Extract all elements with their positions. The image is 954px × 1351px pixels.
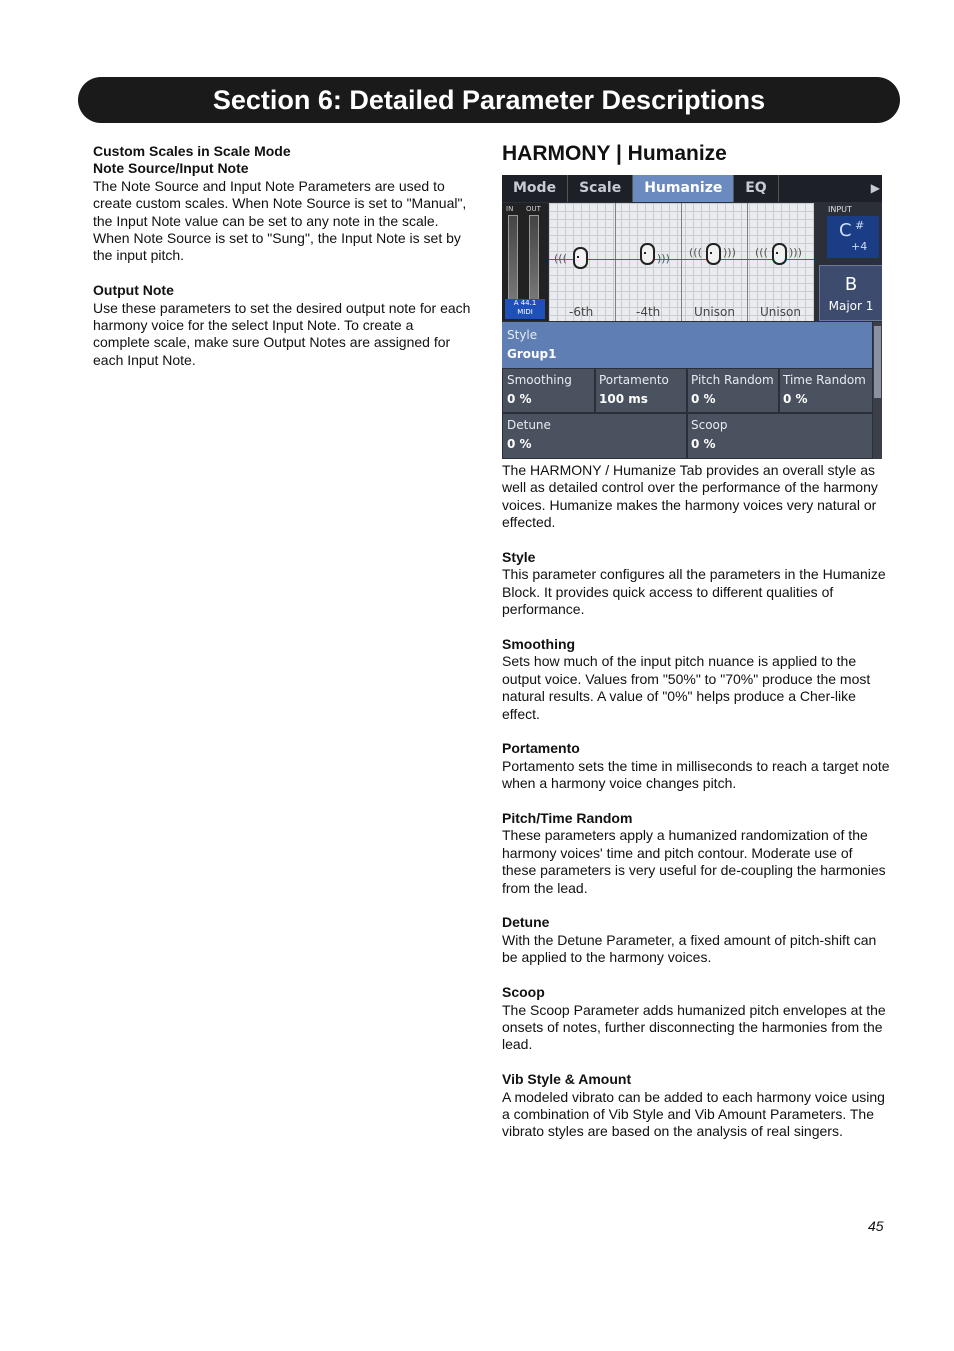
section-body: A modeled vibrato can be added to each harmony voice using a combination of Vib Style and Vib Amount Parameters. The vibrato styles are based on the analysis of real singers. — [502, 1088, 885, 1140]
section-heading: Smoothing — [502, 636, 576, 653]
section-heading: Detune — [502, 914, 550, 931]
play-arrow-icon[interactable]: ▶ — [870, 181, 880, 195]
humanize-device-ui — [502, 175, 882, 459]
pitch-random-param[interactable] — [687, 368, 779, 413]
in-label: IN — [506, 205, 514, 213]
harmony-humanize-title: HARMONY | Humanize — [502, 142, 727, 165]
out-label: OUT — [526, 205, 541, 213]
pitch-time-random-section — [502, 810, 890, 897]
key-scale-display[interactable] — [819, 265, 882, 321]
input-note-accidental: # — [855, 219, 865, 232]
page-title: Section 6: Detailed Parameter Descriptions — [212, 84, 766, 115]
sound-wave-icon: ((( — [755, 246, 768, 259]
tab-humanize[interactable]: Humanize — [633, 175, 734, 202]
section-body: Use these parameters to set the desired output note for each harmony voice for the select Input Note. To create a complete scale, make sure Output Notes are assigned for each Input Note. — [93, 299, 471, 368]
style-param[interactable] — [502, 322, 872, 368]
sound-wave-icon: ((( — [689, 246, 702, 259]
portamento-param[interactable] — [595, 368, 687, 413]
section-body: The Note Source and Input Note Parameters are used to create custom scales. When Note Source is set to "Manual", the Input Note value can be set to any note in the scale. When Note Source is set to "Sung", the Input Note is set by the input pitch. — [93, 177, 467, 264]
custom-scales-section — [93, 143, 473, 265]
level-meters — [502, 203, 548, 321]
singer-face-icon — [772, 243, 787, 265]
input-note: C — [839, 220, 852, 241]
param-label: Smoothing — [507, 373, 572, 387]
section-banner — [78, 77, 900, 123]
scale-label: Major 1 — [828, 299, 874, 313]
voice-divider — [681, 203, 682, 321]
tab-scale[interactable]: Scale — [568, 175, 633, 202]
param-label: Portamento — [599, 373, 669, 387]
style-label: Style — [507, 328, 538, 342]
section-heading: Pitch/Time Random — [502, 810, 633, 827]
input-meter — [508, 215, 518, 301]
param-label: Detune — [507, 418, 551, 432]
section-heading: Style — [502, 549, 536, 566]
section-heading: Scoop — [502, 984, 545, 1001]
section-subheading: Note Source/Input Note — [93, 160, 249, 177]
device-tabs — [502, 175, 882, 202]
param-label: Scoop — [691, 418, 728, 432]
singer-face-icon — [573, 247, 588, 269]
scoop-section — [502, 984, 890, 1054]
input-note-display[interactable] — [827, 216, 879, 258]
param-label: Time Random — [783, 373, 866, 387]
voice-interval-label: -6th — [569, 305, 594, 319]
sound-wave-icon: ((( — [554, 252, 567, 265]
voice-grid — [549, 203, 814, 321]
smoothing-section — [502, 636, 890, 723]
param-label: Pitch Random — [691, 373, 774, 387]
vib-style-section — [502, 1071, 890, 1141]
section-heading: Output Note — [93, 282, 174, 299]
detune-section — [502, 914, 890, 966]
tab-mode[interactable]: Mode — [502, 175, 568, 202]
time-random-param[interactable] — [779, 368, 873, 413]
section-body: Sets how much of the input pitch nuance is applied to the output voice. Values from "50%" to "70%" produce the most natural results. A value of "0%" helps produce a Cher-like effect. — [502, 653, 871, 722]
page-number: 45 — [868, 1218, 884, 1234]
singer-face-icon — [706, 243, 721, 265]
voice-interval-label: Unison — [694, 305, 735, 319]
sound-wave-icon: ))) — [723, 246, 736, 259]
style-value: Group1 — [507, 347, 557, 361]
sound-wave-icon: ))) — [789, 246, 802, 259]
param-value: 0 % — [691, 392, 716, 406]
singer-face-icon — [640, 243, 655, 265]
section-heading: Portamento — [502, 740, 580, 757]
portamento-section — [502, 740, 890, 792]
style-section — [502, 549, 890, 619]
input-panel — [816, 203, 882, 321]
section-heading: Vib Style & Amount — [502, 1071, 632, 1088]
scoop-param[interactable] — [687, 413, 873, 459]
intro-text: The HARMONY / Humanize Tab provides an overall style as well as detailed control over the performance of the harmony voices. Humanize makes the harmony voices very natural or effected. — [502, 462, 878, 531]
output-meter — [529, 215, 539, 301]
intro-section — [502, 462, 890, 532]
input-note-offset: +4 — [851, 240, 868, 253]
midi-badge — [505, 299, 545, 319]
param-value: 0 % — [783, 392, 808, 406]
midi-label: MIDI — [517, 308, 533, 316]
output-note-section — [93, 282, 473, 369]
voice-interval-label: Unison — [760, 305, 801, 319]
voice-divider — [747, 203, 748, 321]
voice-divider — [615, 203, 616, 321]
section-body: Portamento sets the time in milliseconds to reach a target note when a harmony voice changes pitch. — [502, 757, 890, 792]
left-column — [93, 143, 473, 387]
right-column — [502, 462, 890, 1158]
param-scrollbar[interactable] — [873, 322, 882, 459]
section-body: This parameter configures all the parameters in the Humanize Block. It provides quick access to different qualities of performance. — [502, 566, 886, 618]
key-label: B — [844, 274, 858, 295]
sound-wave-icon: ))) — [657, 252, 670, 265]
smoothing-param[interactable] — [502, 368, 595, 413]
param-value: 100 ms — [599, 392, 648, 406]
sample-rate-label: A 44.1 — [513, 299, 537, 307]
param-value: 0 % — [507, 392, 532, 406]
detune-param[interactable] — [502, 413, 687, 459]
section-heading: Custom Scales in Scale Mode — [93, 143, 291, 159]
param-value: 0 % — [507, 437, 532, 451]
param-value: 0 % — [691, 437, 716, 451]
section-body: The Scoop Parameter adds humanized pitch envelopes at the onsets of notes, further disconnecting the harmonies from the lead. — [502, 1001, 886, 1053]
input-label: INPUT — [828, 205, 852, 214]
voice-interval-label: -4th — [636, 305, 661, 319]
section-body: With the Detune Parameter, a fixed amount of pitch-shift can be applied to the harmony voices. — [502, 931, 877, 966]
section-body: These parameters apply a humanized randomization of the harmony voices' time and pitch contour. Moderate use of these parameters is very useful for de-coupling the harmonies from the lead. — [502, 827, 886, 896]
tab-eq[interactable]: EQ — [734, 175, 778, 202]
